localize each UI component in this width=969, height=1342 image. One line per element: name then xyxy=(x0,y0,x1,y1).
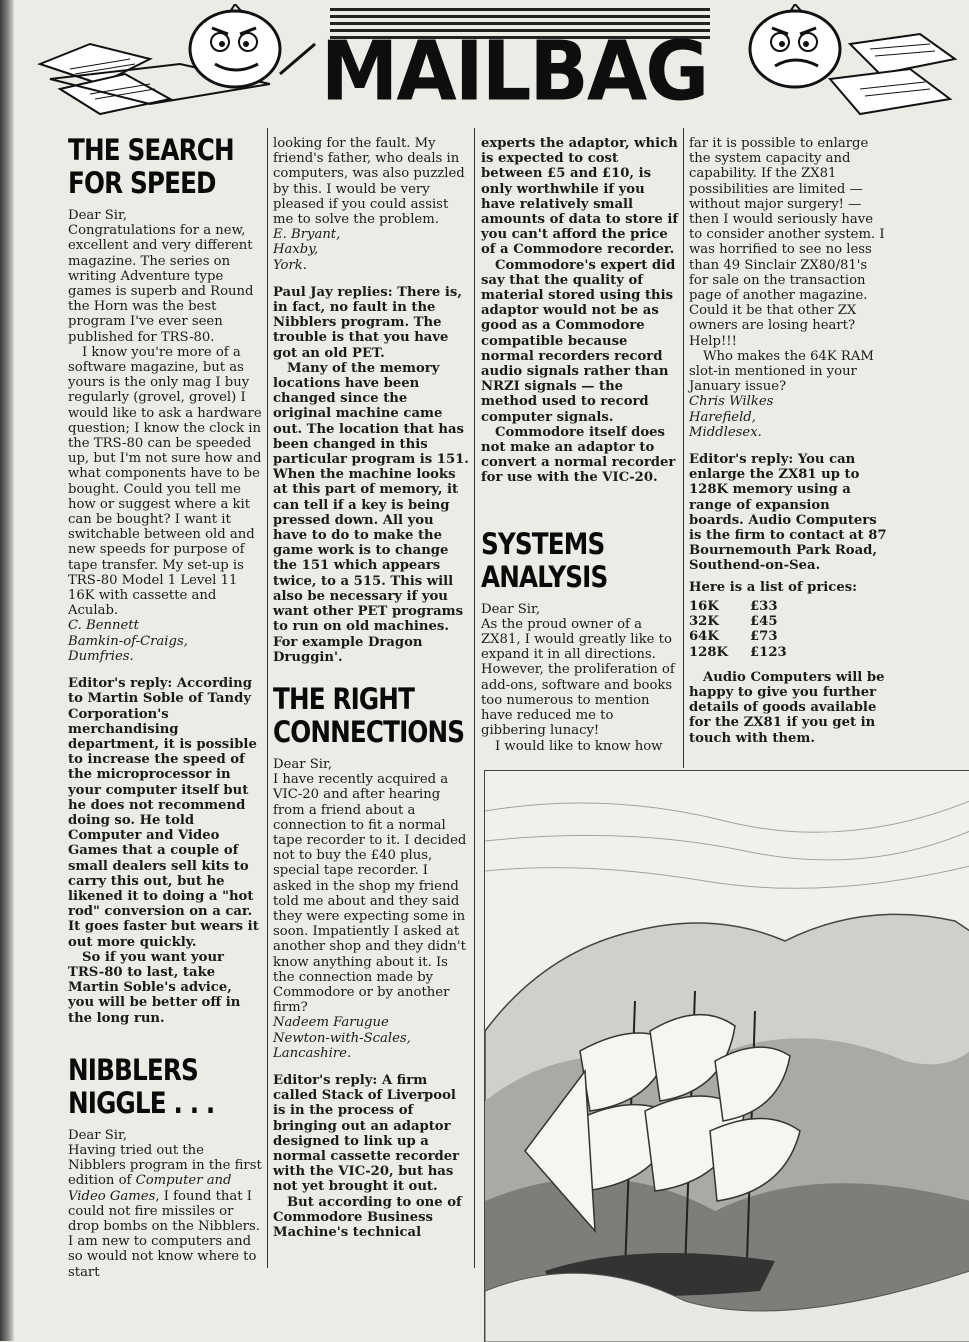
letter-paragraph: I would like to know how xyxy=(495,738,663,754)
letter-signature-place: Haxby, xyxy=(273,242,319,258)
mascot-right-illustration xyxy=(710,4,965,119)
ship-storm-illustration xyxy=(484,770,969,1342)
letter-signature-name: C. Bennett xyxy=(68,618,139,634)
editor-reply: Commodore itself does not make an adaptor to convert a normal recorder for use with the VIC-20. xyxy=(481,424,676,486)
headline-nibblers-niggle: NIBBLERS NIGGLE . . . xyxy=(68,1052,215,1120)
letter-paragraph: Having tried out the Nibblers program in the first edition of Computer and Video Games, I found that I could not fire missiles or drop bombs on the Nibblers. I am new to computers and so would not know where to start xyxy=(68,1142,262,1280)
editor-reply: Editor's reply: A firm called Stack of Liverpool is in the process of bringing out an adaptor designed to link up a normal cassette recorder with the VIC-20, but has not yet brought it out. xyxy=(273,1072,460,1195)
column-4 xyxy=(689,136,887,746)
letter-signature-place: Bamkin-of-Craigs, xyxy=(68,633,188,649)
price-row: 64K £73 xyxy=(689,629,778,645)
column-rule-3 xyxy=(683,128,684,768)
letter-paragraph: I have recently acquired a VIC-20 and after hearing from a friend about a connection to fit a normal tape recorder to it. I decided not to buy the £40 plus, special tape recorder. I asked in the shop my friend told me about and they said they were expecting some in soon. Impatiently I asked at another shop and they didn't know anything about it. Is the connection made by Commodore or by another firm? xyxy=(273,772,467,1016)
column-2 xyxy=(273,136,469,1240)
paul-jay-reply: Many of the memory locations have been changed since the original machine came out. The location that has been changed in this particular program is 151. When the machine looks at this part of memory, it can tell if a key is being pressed down. All you have to do to make the game work is to change the 151 which appears twice, to a 515. This will also be necessary if you want other PET programs to run on old machines. For example Dragon Druggin'. xyxy=(273,360,469,665)
letter-salutation: Dear Sir, xyxy=(481,601,541,617)
letter-signature-place: Middlesex. xyxy=(689,424,762,440)
letter-signature-name: Nadeem Farugue xyxy=(273,1015,389,1031)
editor-reply: Editor's reply: You can enlarge the ZX81 up to 128K memory using a range of expansion boards. Audio Computers is the firm to contact at 87 Bournemouth Park Road, Southend-on-Sea. xyxy=(689,452,887,574)
price-row: 32K £45 xyxy=(689,614,778,630)
letter-signature-place: Dumfries. xyxy=(68,648,134,664)
headline-systems-analysis: SYSTEMS ANALYSIS xyxy=(481,526,608,594)
price-row: 128K £123 xyxy=(689,644,787,660)
letter-salutation: Dear Sir, xyxy=(273,756,333,772)
letter-paragraph: Who makes the 64K RAM slot-in mentioned in your January issue? xyxy=(689,348,874,395)
letter-signature-place: Lancashire. xyxy=(273,1045,352,1061)
letter-paragraph: looking for the fault. My friend's father, who deals in computers, was also puzzled by this. I would be very pleased if you could assist me to solve the problem. xyxy=(273,136,465,228)
letter-signature-place: Harefield, xyxy=(689,409,756,425)
letter-paragraph: As the proud owner of a ZX81, I would greatly like to expand it in all directions. However, the proliferation of add-ons, software and books too numerous to mention have reduced me to gibbering lunacy! xyxy=(481,616,675,739)
letter-signature-place: Newton-with-Scales, xyxy=(273,1030,411,1046)
column-rule-2 xyxy=(474,128,475,1268)
column-3 xyxy=(481,136,679,754)
editor-reply: experts the adaptor, which is expected to cost between £5 and £10, is only worthwhile if you have relatively small amounts of data to store if you can't afford the price of a Commodore recorder. xyxy=(481,136,679,258)
column-1 xyxy=(68,130,262,1280)
letter-paragraph: Congratulations for a new, excellent and very different magazine. The series on writing Adventure type games is superb and Round the Horn was the best program I've ever seen published for TRS-80. xyxy=(68,223,254,345)
letter-salutation: Dear Sir, xyxy=(68,208,128,223)
editor-reply: Commodore's expert did say that the quality of material stored using this adaptor would not be as good as a Commodore compatible because normal recorders record audio signals rather than NRZI signals — the method used to record computer signals. xyxy=(481,257,676,425)
page-edge-shadow xyxy=(0,0,14,1341)
mailbag-title: MAILBAG xyxy=(320,24,708,120)
sailing-ship-image xyxy=(485,771,969,1342)
letter-salutation: Dear Sir, xyxy=(68,1127,128,1143)
letter-paragraph: far it is possible to enlarge the system capacity and capability. If the ZX81 possibilities are limited — without major surgery! — then I would seriously have to consider another system. I was horrified to see no less than 49 Sinclair ZX80/81's for sale on the transaction page of another magazine. Could it be that other ZX owners are losing heart? Help!!! xyxy=(689,136,885,349)
editor-reply: Audio Computers will be happy to give you further details of goods available for the ZX81 if you get in touch with them. xyxy=(689,669,885,746)
headline-right-connections: THE RIGHT CONNECTIONS xyxy=(273,681,465,749)
editor-reply: So if you want your TRS-80 to last, take Martin Soble's advice, you will be better off in the long run. xyxy=(68,949,241,1026)
price-table xyxy=(689,599,809,660)
price-row: 16K £33 xyxy=(689,598,778,614)
column-rule-1 xyxy=(267,128,268,1268)
headline-search-for-speed: THE SEARCH FOR SPEED xyxy=(68,133,234,200)
letter-paragraph: I know you're more of a software magazine, but as yours is the only mag I buy regularly (grovel, grovel) I would like to ask a hardware question; I know the clock in the TRS-80 can be speeded up, but I'm not sure how and what components have to be bought. Could you tell me how or suggest where a kit can be bought? I want it switchable between old and new speeds for purpose of tape transfer. My set-up is TRS-80 Model 1 Level 11 16K with cassette and Aculab. xyxy=(68,344,262,619)
price-list-intro: Here is a list of prices: xyxy=(689,579,858,595)
letter-signature-place: York. xyxy=(273,257,307,273)
mailbag-header xyxy=(20,0,969,120)
editor-reply: Editor's reply: According to Martin Soble of Tandy Corporation's merchandising department, it is possible to increase the speed of the microprocessor in your computer itself but he does not recommend doing so. He told Computer and Video Games that a couple of small dealers sell kits to carry this out, but he likened it to doing a "hot rod" conversion on a car. It goes faster but wears it out more quickly. xyxy=(68,676,259,950)
mascot-left-illustration xyxy=(30,4,320,119)
letter-signature-name: Chris Wilkes xyxy=(689,394,774,410)
paul-jay-reply: Paul Jay replies: There is, in fact, no fault in the Nibblers program. The trouble is that you have got an old PET. xyxy=(273,284,462,361)
letter-signature-name: E. Bryant, xyxy=(273,227,341,243)
editor-reply: But according to one of Commodore Business Machine's technical xyxy=(273,1194,462,1240)
